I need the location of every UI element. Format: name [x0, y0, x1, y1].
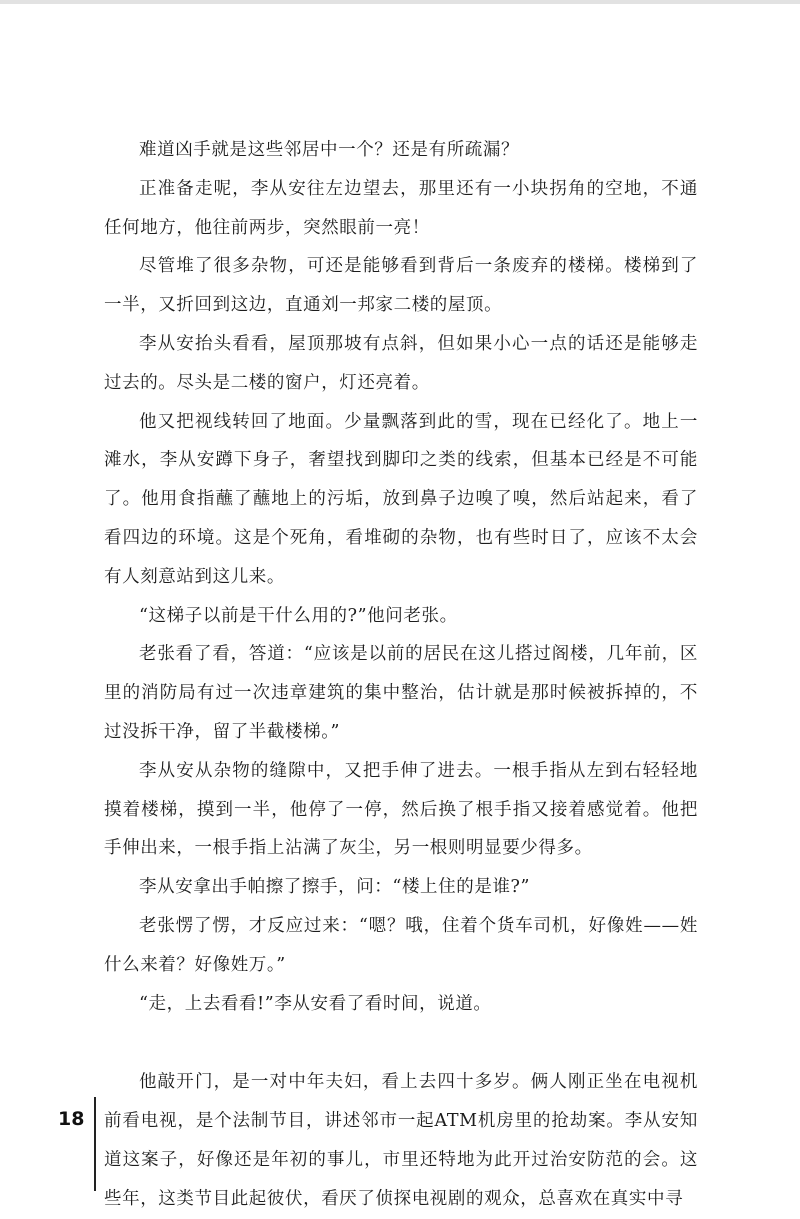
page-body — [104, 131, 698, 1219]
scan-top-edge — [0, 0, 800, 4]
paragraph: 老张愣了愣，才反应过来：“嗯？哦，住着个货车司机，好像姓——姓什么来着？好像姓万。” — [104, 915, 698, 975]
section-break — [104, 1023, 698, 1063]
paragraph: 李从安从杂物的缝隙中，又把手伸了进去。一根手指从左到右轻轻地摸着楼梯，摸到一半，他停了一停，然后换了根手指又接着感觉着。他把手伸出来，一根手指上沾满了灰尘，另一根则明显要少得多。 — [104, 760, 698, 859]
paragraph: 尽管堆了很多杂物，可还是能够看到背后一条废弃的楼梯。楼梯到了一半，又折回到这边，直通刘一邦家二楼的屋顶。 — [104, 256, 698, 316]
paragraph: 他又把视线转回了地面。少量飘落到此的雪，现在已经化了。地上一滩水，李从安蹲下身子，奢望找到脚印之类的线索，但基本已经是不可能了。他用食指蘸了蘸地上的污垢，放到鼻子边嗅了嗅，然后站起来，看了看四边的环境。这是个死角，看堆砌的杂物，也有些时日了，应该不太会有人刻意站到这儿来。 — [104, 411, 698, 587]
paragraph: 李从安拿出手帕擦了擦手，问：“楼上住的是谁?” — [139, 877, 531, 898]
page-number: 18 — [58, 1108, 85, 1130]
paragraph: 李从安抬头看看，屋顶那坡有点斜，但如果小心一点的话还是能够走过去的。尽头是二楼的窗户，灯还亮着。 — [104, 333, 698, 393]
margin-rule — [94, 1097, 96, 1191]
paragraph: 老张看了看，答道：“应该是以前的居民在这儿搭过阁楼，几年前，区里的消防局有过一次违章建筑的集中整治，估计就是那时候被拆掉的，不过没拆干净，留了半截楼梯。” — [104, 644, 698, 742]
paragraph: “走，上去看看!”李从安看了看时间，说道。 — [139, 993, 492, 1014]
paragraph: “这梯子以前是干什么用的?”他问老张。 — [139, 605, 458, 626]
paragraph: 他敲开门，是一对中年夫妇，看上去四十多岁。俩人刚正坐在电视机前看电视，是个法制节目，讲述邻市一起ATM机房里的抢劫案。李从安知道这案子，好像还是年初的事儿，市里还特地为此开过治安防范的会。这些年，这类节目此起彼伏，看厌了侦探电视剧的观众，总喜欢在真实中寻 — [104, 1072, 698, 1209]
paragraph: 正准备走呢，李从安往左边望去，那里还有一小块拐角的空地，不通任何地方，他往前两步，突然眼前一亮！ — [104, 178, 698, 238]
paragraph: 难道凶手就是这些邻居中一个？还是有所疏漏？ — [139, 140, 520, 160]
